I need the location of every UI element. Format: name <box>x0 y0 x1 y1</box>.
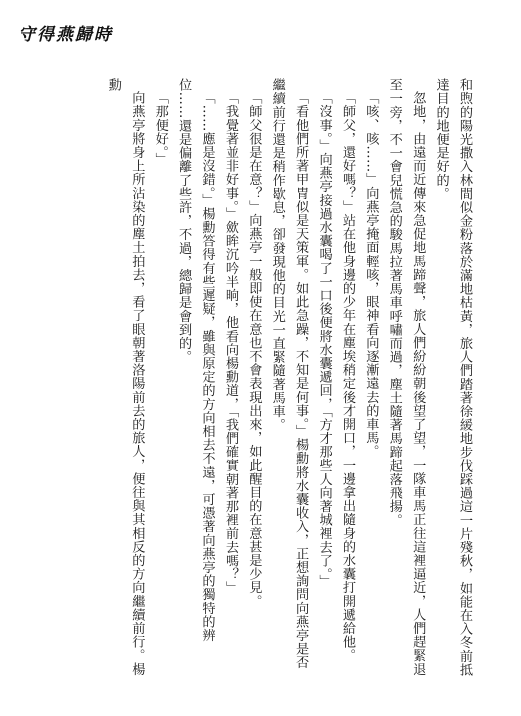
paragraph: 和煦的陽光撒入林間似金粉落於滿地枯黃，旅人們踏著徐緩地步伐踩過這一片殘秋，如能在入冬前抵達目的地便是好的。 <box>433 78 472 677</box>
paragraph: 向燕亭將身上所沾染的塵土拍去，看了眼朝著洛陽前去的旅人，便往與其相反的方向繼續前行。楊勳 <box>105 78 145 676</box>
paragraph: 「師父很是在意？」向燕亭一般即使在意也不會表現出來，如此醒目的在意甚是少見。 <box>246 91 262 608</box>
paragraph: 「我覺著並非好事。」歛眸沉吟半晌，他看向楊勳道，「我們確實朝著那裡前去嗎？」 <box>222 91 238 595</box>
paragraph: 「那便好。」 <box>152 91 168 167</box>
paragraph: 「看他們所著甲冑似是天策軍。如此急躁，不知是何事。」楊勳將水囊收入，正想詢問向燕亭是否繼續前行還是稍作歇息，卻發現他的目光一直緊隨著馬車。 <box>269 78 309 670</box>
page-header-title: 守得燕歸時 <box>18 25 113 45</box>
paragraph: 「咳、咳……」向燕亭掩面輕咳，眼神看向逐漸遠去的車馬。 <box>363 91 379 459</box>
paragraph: 「師父，還好嗎？」站在他身邊的少年在塵埃稍定後才開口，一邊拿出隨身的水囊打開遞給他。 <box>339 91 355 663</box>
paragraph: 「……應是沒錯。」楊勳答得有些遲疑，雖與原定的方向相去不遠，可憑著向燕亭的獨特的辨位……還是偏離了些許，不過，總歸是會到的。 <box>176 78 215 643</box>
paragraph: 「沒事。」向燕亭接過水囊喝了一口後便將水囊遞回，「方才那些人向著城裡去了。」 <box>316 91 332 589</box>
paragraph: 忽地，由遠而近傳來急促地馬蹄聲，旅人們紛紛朝後望了望，一隊車馬正往這裡逼近，人們趕緊退至一旁，不一會兒慌急的駿馬拉著馬車呼嘯而過，塵土隨著馬蹄起落飛揚。 <box>386 78 426 676</box>
vertical-text-body <box>42 78 476 678</box>
